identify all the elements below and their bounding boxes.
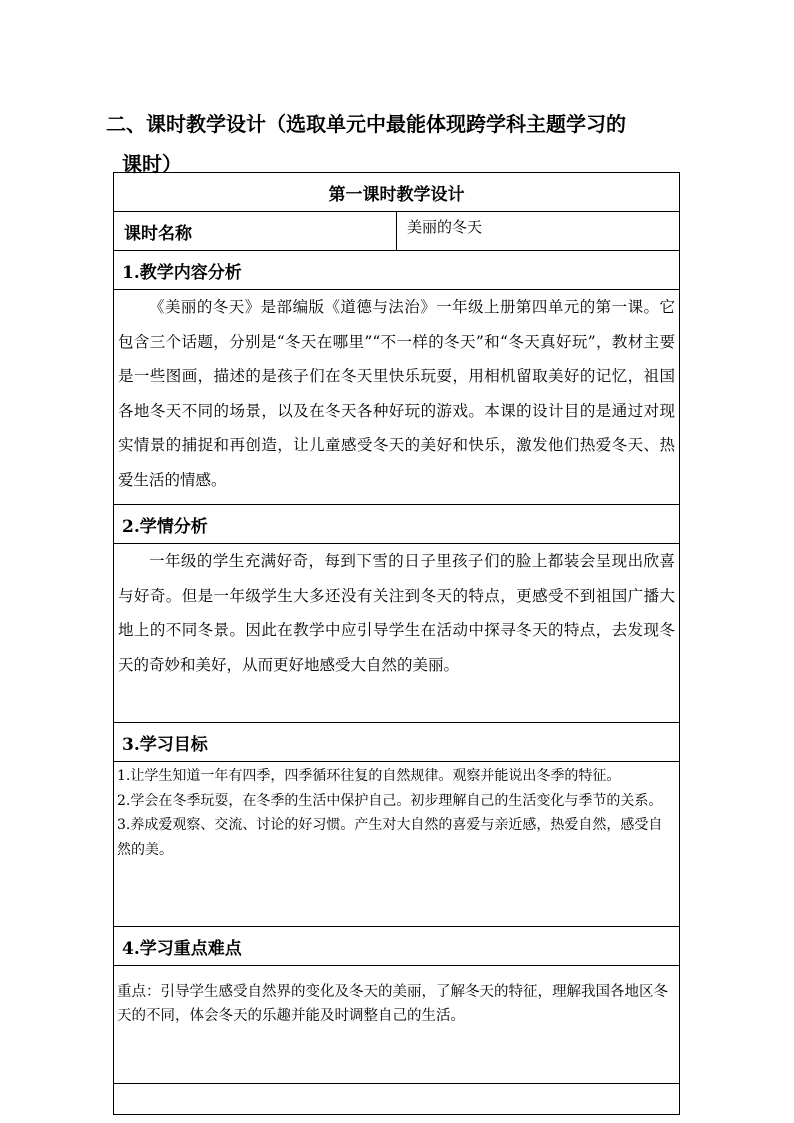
section-heading-line2: 课时）: [122, 152, 182, 176]
section-number: 4.: [122, 938, 140, 959]
section-title: 学情分析: [139, 516, 208, 537]
section-heading-line1: 二、课时教学设计（选取单元中最能体现跨学科主题学习的: [106, 112, 626, 136]
section-number: 1.: [122, 262, 140, 283]
learning-goals-body: [114, 762, 680, 927]
lesson-name-value: 美丽的冬天: [397, 212, 680, 251]
table-title: 第一课时教学设计: [114, 173, 680, 212]
content-analysis-body: 《美丽的冬天》是部编版《道德与法治》一年级上册第四单元的第一课。它包含三个话题，分别是“冬天在哪里”“不一样的冬天”和“冬天真好玩”，教材主要是一些图画，描述的是孩子们在冬天里快乐玩耍，用相机留取美好的记忆，祖国各地冬天不同的场景，以及在冬天各种好玩的游戏。本课的设计目的是通过对现实情景的捕捉和再创造，让儿童感受冬天的美好和快乐，激发他们热爱冬天、热爱生活的情感。: [114, 290, 680, 505]
section-title: 学习重点难点: [139, 938, 242, 959]
student-analysis-body: 一年级的学生充满好奇，每到下雪的日子里孩子们的脸上都装会呈现出欣喜与好奇。但是一年级学生大多还没有关注到冬天的特点，更感受不到祖国广播大地上的不同冬景。因此在教学中应引导学生在活动中探寻冬天的特点，去发现冬天的奇妙和美好，从而更好地感受大自然的美丽。: [114, 544, 680, 723]
lesson-design-table: [113, 172, 680, 1115]
section-header-content-analysis: [114, 251, 680, 290]
list-item: 1.让学生知道一年有四季，四季循环往复的自然规律。观察并能说出冬季的特征。: [117, 768, 621, 784]
section-title: 教学内容分析: [139, 262, 242, 283]
list-item: 3.养成爱观察、交流、讨论的好习惯。产生对大自然的喜爱与亲近感，热爱自然，感受自然的美。: [117, 817, 663, 858]
section-header-learning-goals: [114, 723, 680, 762]
section-header-student-analysis: [114, 505, 680, 544]
section-number: 3.: [122, 734, 140, 755]
empty-row: [114, 1084, 680, 1115]
section-title: 学习目标: [139, 734, 208, 755]
lesson-name-label: 课时名称: [114, 212, 397, 251]
key-points-body: 重点：引导学生感受自然界的变化及冬天的美丽，了解冬天的特征，理解我国各地区冬天的不同，体会冬天的乐趣并能及时调整自己的生活。: [114, 966, 680, 1084]
section-number: 2.: [122, 516, 140, 537]
section-header-key-points: [114, 927, 680, 966]
list-item: 2.学会在冬季玩耍，在冬季的生活中保护自己。初步理解自己的生活变化与季节的关系。: [117, 792, 663, 809]
